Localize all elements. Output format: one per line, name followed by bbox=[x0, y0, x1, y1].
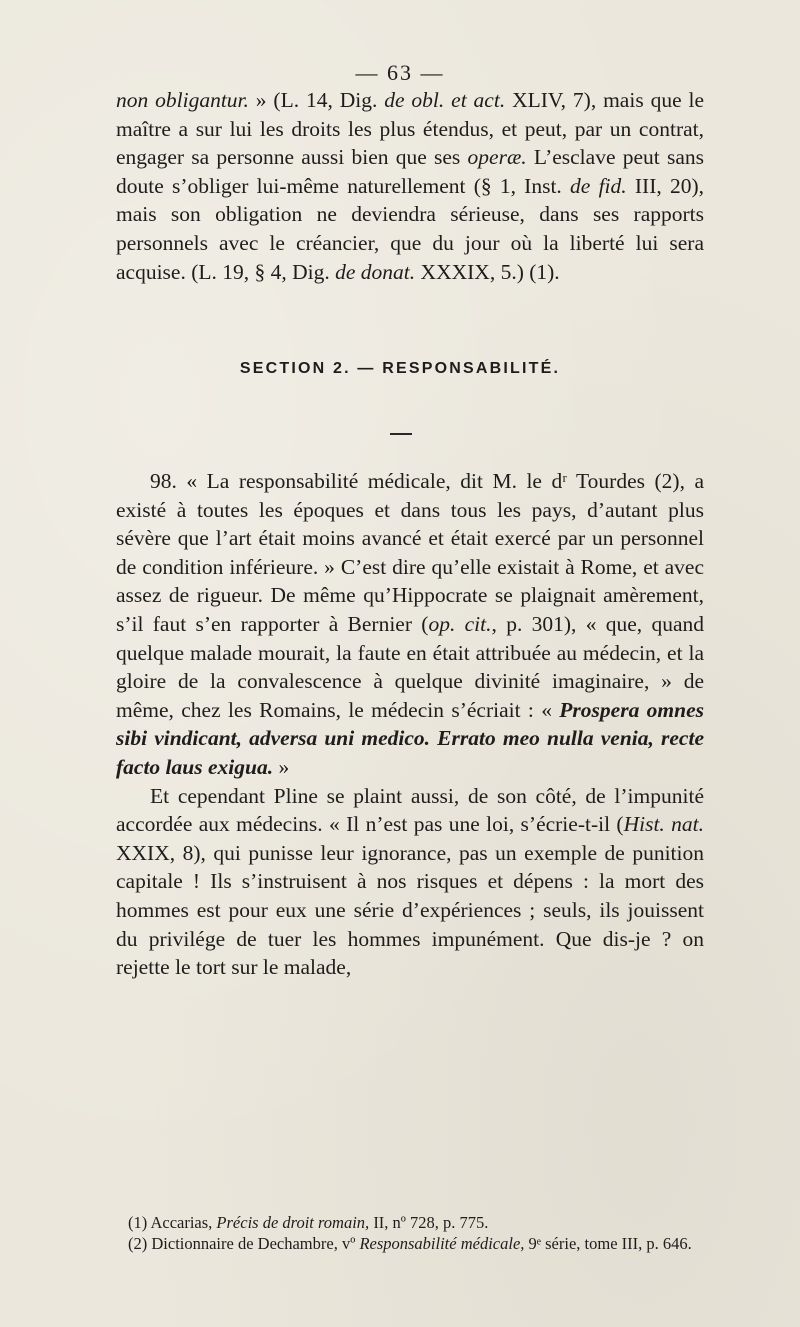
text-italic: operæ. bbox=[467, 145, 527, 170]
latin-quote: Prospera omnes sibi vindicant, adversa uni medico. Errato meo nulla venia, recte facto laus exigua. bbox=[116, 697, 704, 779]
text-italic: op. cit. bbox=[428, 611, 492, 636]
text-run: , p. 301), « que, quand quelque malade mourait, la faute en était attribuée au médecin, et la gloire de la convalescence à quelque divinité imaginaire, » de même, chez les Romains, le médecin s’écriait : « bbox=[116, 611, 704, 722]
text-run: III, 20), mais son obligation ne deviendra sérieuse, dans ses rapports personnels avec le créancier, que du jour où la liberté lui sera acquise. (L. 19, § 4, Dig. bbox=[116, 173, 704, 284]
section-divider bbox=[390, 433, 412, 435]
section-heading: SECTION 2. — RESPONSABILITÉ. bbox=[239, 360, 561, 377]
text-run: 98. « La responsabilité médicale, dit M. le dʳ Tourdes (2), a existé à toutes les époques et dans tous les pays, d’autant plus sévère que l’art était moins avancé et était exercé par un personnel de condition inférieure. » C’est dire qu’elle existait à Rome, et avec assez de rigueur. De même qu’Hippocrate se plaignait amèrement, s’il faut s’en rapporter à Bernier ( bbox=[116, 469, 704, 636]
footnote-1 bbox=[116, 1212, 704, 1233]
text-run: » bbox=[273, 754, 290, 779]
text-run: » (L. 14, Dig. bbox=[248, 88, 385, 112]
text-italic: de donat. bbox=[335, 259, 416, 284]
paragraph-pline bbox=[116, 782, 704, 982]
footnote-2 bbox=[116, 1233, 704, 1254]
text-run: XXXIX, 5.) (1). bbox=[415, 259, 560, 284]
text-run: XXIX, 8), qui punisse leur ignorance, pas un exemple de punition capitale ! Ils s’instruisent à nos risques et dépens : la mort des hommes est pour eux une série d’expériences ; seuls, ils jouissent du privilége de tuer les hommes impunément. Que dis-je ? on rejette le tort sur le malade, bbox=[116, 840, 704, 980]
text-italic: non obligantur. bbox=[116, 88, 249, 112]
paragraph-98 bbox=[116, 467, 704, 782]
text-italic: Hist. nat. bbox=[623, 812, 704, 837]
text-italic: de obl. et act. bbox=[384, 88, 506, 112]
footnotes bbox=[116, 1212, 704, 1254]
text-run: II, nº 728, p. 775. bbox=[369, 1213, 489, 1232]
paragraph-continuation bbox=[116, 86, 704, 286]
page-number: — 63 — bbox=[355, 60, 445, 85]
text-run: XLIV, 7), mais que le maître a sur lui les droits les plus étendus, et peut, par un contrat, engager sa personne aussi bien que ses bbox=[116, 88, 705, 170]
text-italic: Responsabilité médicale, bbox=[359, 1234, 525, 1253]
text-run: L’esclave peut sans doute s’obliger lui-même naturellement (§ 1, Inst. bbox=[116, 145, 704, 198]
text-run: (2) Dictionnaire de Dechambre, vº bbox=[128, 1234, 360, 1253]
text-run: 9ᵉ série, tome III, p. 646. bbox=[524, 1234, 692, 1253]
section-body bbox=[116, 467, 704, 982]
text-italic: Précis de droit romain, bbox=[216, 1213, 370, 1232]
text-run: (1) Accarias, bbox=[128, 1213, 217, 1232]
text-run: Et cependant Pline se plaint aussi, de son côté, de l’impunité accordée aux médecins. « Il n’est pas une loi, s’écrie-t-il ( bbox=[116, 783, 704, 837]
text-italic: de fid. bbox=[570, 173, 627, 198]
